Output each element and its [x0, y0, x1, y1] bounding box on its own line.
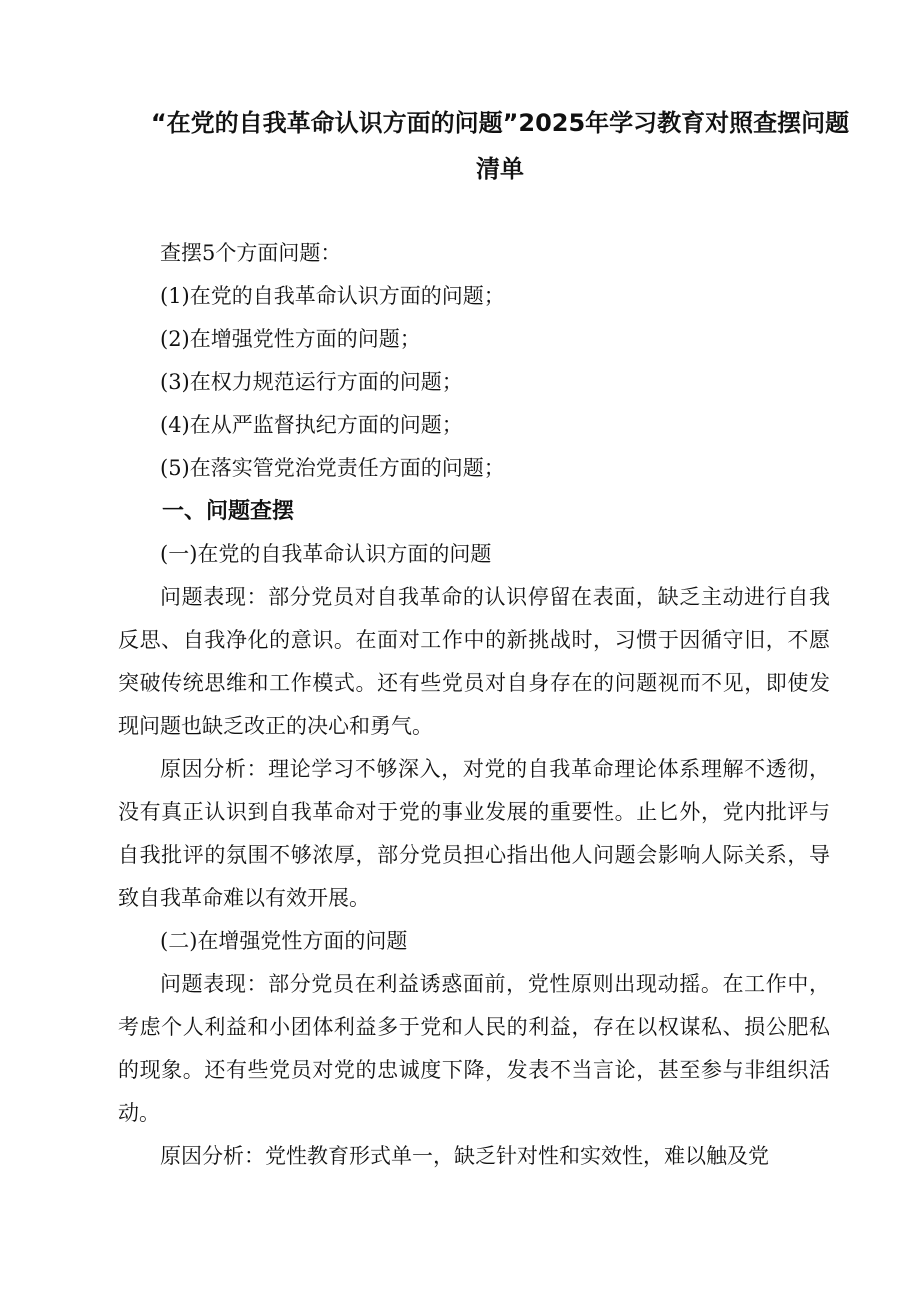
intro-paragraph: 查摆5个方面问题：	[160, 241, 342, 265]
aspect-item-4: (4)在从严监督执纪方面的问题；	[160, 413, 463, 437]
cause-paragraph-1: 原因分析：理论学习不够深入，对党的自我革命理论体系理解不透彻，没有真正认识到自我革命对于党的事业发展的重要性。止匕外，党内批评与自我批评的氛围不够浓厚，部分党员担心指出他人问题会影响人际关系，导致自我革命难以有效开展。	[118, 757, 830, 910]
cause-paragraph-2: 原因分析：党性教育形式单一，缺乏针对性和实效性，难以触及党	[160, 1144, 769, 1168]
subsection-heading-1: (一)在党的自我革命认识方面的问题	[160, 542, 492, 566]
aspect-item-3: (3)在权力规范运行方面的问题；	[160, 370, 463, 394]
document-body	[118, 232, 830, 1178]
subsection-heading-2: (二)在增强党性方面的问题	[160, 929, 408, 953]
problem-paragraph-2: 问题表现：部分党员在利益诱惑面前，党性原则出现动摇。在工作中，考虑个人利益和小团体利益多于党和人民的利益，存在以权谋私、损公肥私的现象。还有些党员对党的忠诚度下降，发表不当言论，甚至参与非组织活动。	[118, 972, 830, 1125]
aspect-item-2: (2)在增强党性方面的问题；	[160, 327, 421, 351]
section-heading: 一、问题查摆	[162, 499, 295, 524]
document-title: “在党的自我革命认识方面的问题”2025年学习教育对照查摆问题清单	[150, 109, 850, 183]
aspect-item-1: (1)在党的自我革命认识方面的问题；	[160, 284, 505, 308]
problem-paragraph-1: 问题表现：部分党员对自我革命的认识停留在表面，缺乏主动进行自我反思、自我净化的意识。在面对工作中的新挑战时，习惯于因循守旧，不愿突破传统思维和工作模式。还有些党员对自身存在的问题视而不见，即使发现问题也缺乏改正的决心和勇气。	[118, 585, 830, 738]
aspect-item-5: (5)在落实管党治党责任方面的问题；	[160, 456, 505, 480]
